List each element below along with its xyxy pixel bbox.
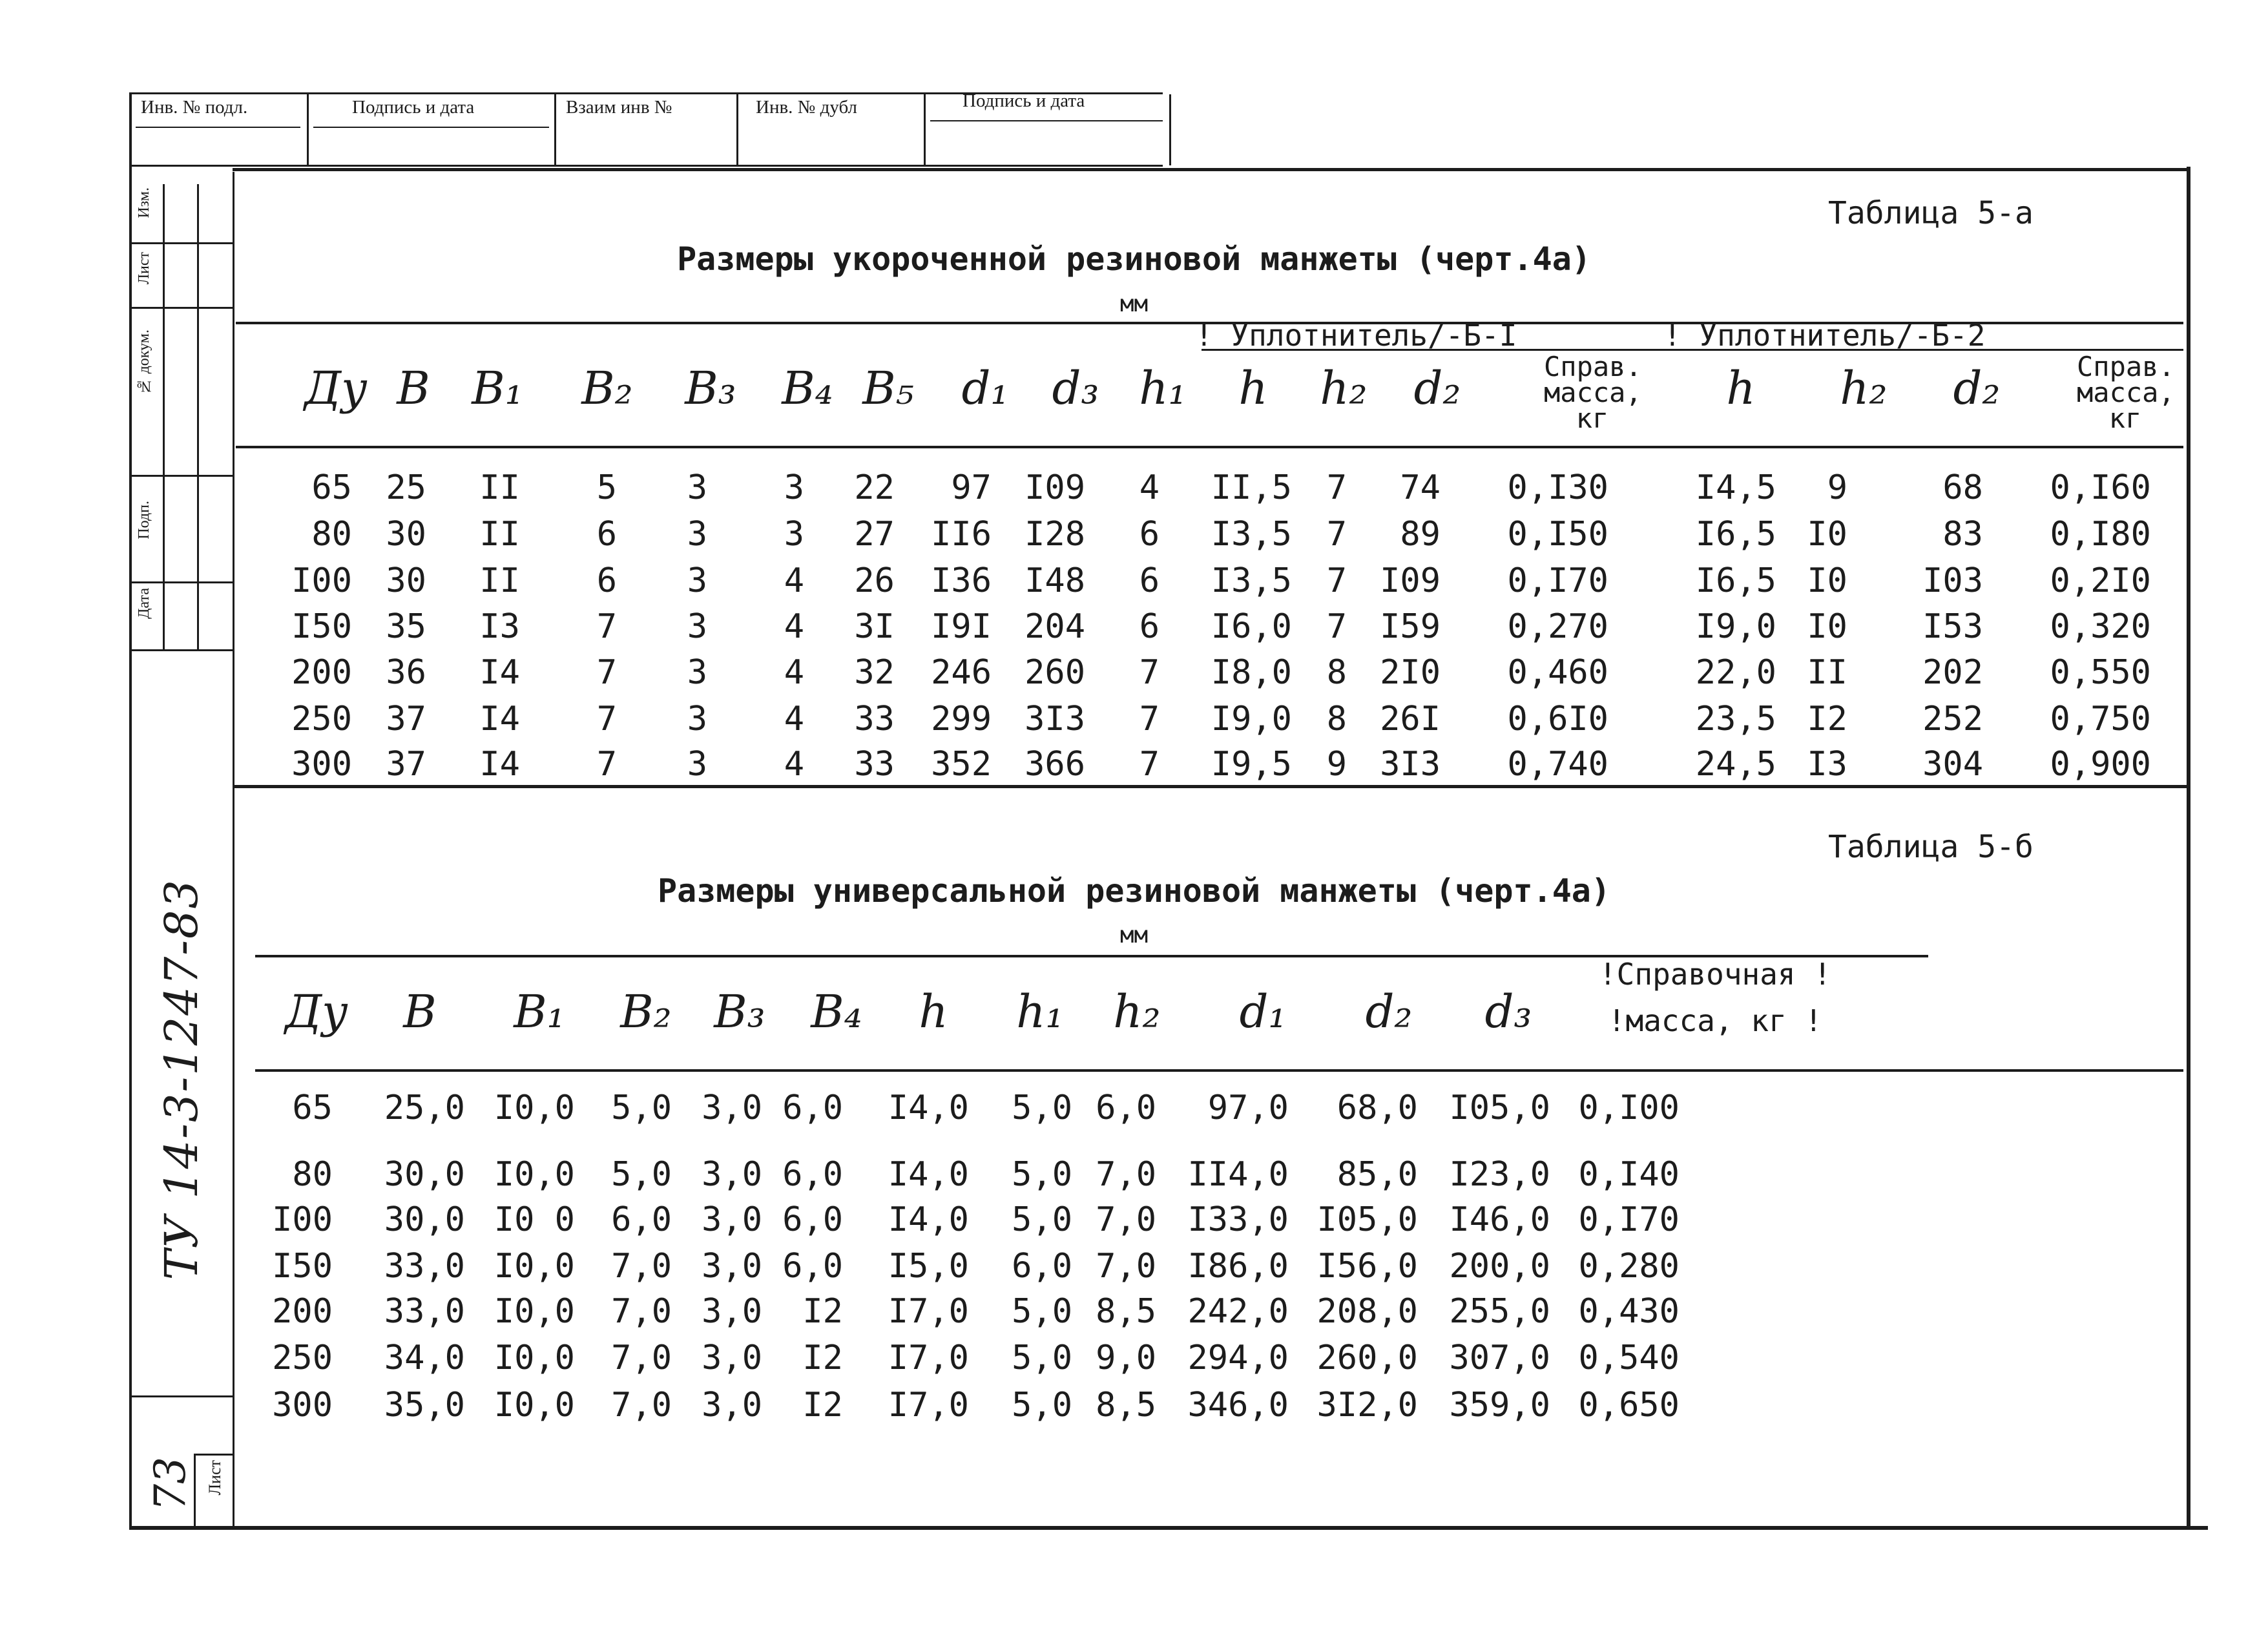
table-cell: 26I [1380, 700, 1441, 738]
stamp-podpis-data-2: Подпись и дата [962, 90, 1085, 111]
table-cell: 0,I50 [1507, 515, 1608, 554]
table-cell: 7,0 [1096, 1200, 1156, 1239]
table-cell: 9 [1827, 468, 1847, 507]
table-cell: 299 [931, 700, 992, 738]
table-cell: I3 [479, 607, 520, 646]
table-5b-units: мм [1119, 922, 1149, 948]
hdr-b-B: B [403, 985, 437, 1038]
table-cell: 3 [784, 468, 804, 507]
table-cell: I0,0 [494, 1339, 575, 1377]
table-cell: 0,I60 [2050, 468, 2151, 507]
hdr-Dy: Ду [304, 362, 368, 415]
table-cell: 7 [1326, 561, 1347, 600]
hdr-B: B [397, 362, 430, 415]
table-cell: 294,0 [1187, 1339, 1289, 1377]
table-cell: 37 [386, 745, 426, 784]
table-cell: 32 [854, 653, 895, 692]
sheet-box-top [132, 1395, 233, 1397]
table-5a-group1: ! Уплотнитель/-Б-I [1195, 318, 1517, 353]
table-cell: 3,0 [702, 1089, 762, 1127]
table-cell: I0,0 [494, 1155, 575, 1194]
table-cell: 6,0 [782, 1247, 843, 1286]
table-cell: 246 [931, 653, 992, 692]
table-cell: I8,0 [1211, 653, 1292, 692]
table-cell: 0,740 [1507, 745, 1608, 784]
table-cell: 30 [386, 515, 426, 554]
table-cell: II6 [931, 515, 992, 554]
table-cell: I05,0 [1449, 1089, 1550, 1127]
table-cell: 80 [311, 515, 352, 554]
table-5b-number: Таблица 5-б [1828, 829, 2034, 865]
table-cell: I9,0 [1695, 607, 1776, 646]
table-cell: I00 [272, 1200, 333, 1239]
table-cell: 0,I40 [1578, 1155, 1680, 1194]
table-cell: 3 [687, 561, 707, 600]
table-cell: I7,0 [888, 1339, 969, 1377]
table-cell: 3I3 [1380, 745, 1441, 784]
table-cell: 0,6I0 [1507, 700, 1608, 738]
table-cell: 3,0 [702, 1386, 762, 1425]
table-5a-header-bottom-line [236, 446, 2183, 448]
table-cell: 0,900 [2050, 745, 2151, 784]
table-cell: 36 [386, 653, 426, 692]
table-cell: 7 [1326, 468, 1347, 507]
frame-top-line [233, 168, 2190, 171]
table-cell: 300 [291, 745, 352, 784]
table-cell: 74 [1400, 468, 1441, 507]
table-cell: 68 [1942, 468, 1983, 507]
table-cell: 359,0 [1449, 1386, 1550, 1425]
table-cell: 6 [1139, 515, 1160, 554]
table-cell: 25,0 [384, 1089, 465, 1127]
table-cell: 3 [687, 468, 707, 507]
hdr-b-Dy: Ду [285, 985, 348, 1038]
table-cell: 3I [854, 607, 895, 646]
table-cell: 37 [386, 700, 426, 738]
table-5b-header-bottom-line [255, 1069, 2183, 1072]
stamp-underline [313, 127, 549, 128]
hdr-h: h [1238, 362, 1268, 415]
stamp-podpis-data-1: Подпись и дата [352, 97, 475, 118]
frame-bottom-line [129, 1526, 2208, 1530]
hdr-B2: B₂ [581, 362, 633, 415]
hdr-h-b2: h [1726, 362, 1756, 415]
table-cell: 0,270 [1507, 607, 1608, 646]
stamp-inv-dubl: Инв. № дубл [756, 97, 857, 118]
table-cell: 208,0 [1316, 1292, 1418, 1331]
table-cell: I09 [1025, 468, 1085, 507]
table-cell: I0,0 [494, 1247, 575, 1286]
table-cell: 34,0 [384, 1339, 465, 1377]
table-cell: 0,460 [1507, 653, 1608, 692]
table-cell: 0,I00 [1578, 1089, 1680, 1127]
table-cell: 4 [1139, 468, 1160, 507]
table-cell: I5,0 [888, 1247, 969, 1286]
table-cell: I0 [1807, 561, 1847, 600]
table-cell: 68,0 [1337, 1089, 1418, 1127]
table-cell: 352 [931, 745, 992, 784]
table-cell: 3 [687, 700, 707, 738]
table-cell: I03 [1922, 561, 1983, 600]
table-cell: 300 [272, 1386, 333, 1425]
table-cell: 0,550 [2050, 653, 2151, 692]
hdr-B3: B₃ [685, 362, 736, 415]
table-cell: 3,0 [702, 1247, 762, 1286]
hdr-d3: d₃ [1052, 362, 1099, 415]
table-cell: 242,0 [1187, 1292, 1289, 1331]
hdr-b-B1: B₁ [514, 985, 565, 1038]
table-cell: 0,I80 [2050, 515, 2151, 554]
table-cell: 3I3 [1025, 700, 1085, 738]
margin-podp: Подп. [136, 501, 152, 539]
table-cell: 7,0 [1096, 1155, 1156, 1194]
table-cell: I0,0 [494, 1089, 575, 1127]
table-cell: I53 [1922, 607, 1983, 646]
table-cell: I50 [291, 607, 352, 646]
table-cell: I0 [1807, 607, 1847, 646]
table-cell: 27 [854, 515, 895, 554]
table-cell: I6,5 [1695, 561, 1776, 600]
table-cell: 6,0 [611, 1200, 672, 1239]
table-cell: 6 [596, 561, 617, 600]
table-cell: I9I [931, 607, 992, 646]
table-cell: 3I2,0 [1316, 1386, 1418, 1425]
table-cell: 5,0 [1012, 1155, 1072, 1194]
table-cell: 260,0 [1316, 1339, 1418, 1377]
table-cell: 83 [1942, 515, 1983, 554]
table-cell: 8 [1326, 653, 1347, 692]
table-cell: 6 [1139, 607, 1160, 646]
margin-data: Дата [136, 588, 152, 619]
table-cell: 7 [1326, 607, 1347, 646]
table-cell: 200 [272, 1292, 333, 1331]
table-cell: 33,0 [384, 1292, 465, 1331]
table-cell: I05,0 [1316, 1200, 1418, 1239]
table-5a-number: Таблица 5-а [1828, 195, 2034, 231]
table-cell: 6,0 [1012, 1247, 1072, 1286]
table-cell: II [479, 561, 520, 600]
hdr-d2-b2: d₂ [1953, 362, 2001, 415]
table-cell: I3,5 [1211, 561, 1292, 600]
table-5a-group2: ! Уплотнитель/-Б-2 [1663, 318, 1986, 353]
document-code: ТУ 14-3-1247-83 [155, 879, 208, 1280]
table-cell: 5 [596, 468, 617, 507]
hdr-d1: d₁ [961, 362, 1009, 415]
hdr-b-h: h [919, 985, 948, 1038]
table-cell: 97,0 [1207, 1089, 1289, 1127]
table-cell: 22,0 [1695, 653, 1776, 692]
table-cell: 307,0 [1449, 1339, 1550, 1377]
table-cell: I0,0 [494, 1292, 575, 1331]
table-cell: 33,0 [384, 1247, 465, 1286]
stamp-bottom-line [129, 165, 1163, 167]
table-cell: I4 [479, 700, 520, 738]
table-cell: 26 [854, 561, 895, 600]
table-cell: 5,0 [1012, 1200, 1072, 1239]
sheet-number: 73 [145, 1457, 195, 1511]
table-cell: I86,0 [1187, 1247, 1289, 1286]
margin-row-line [132, 475, 233, 477]
hdr-b-d3: d₃ [1484, 985, 1532, 1038]
table-cell: I09 [1380, 561, 1441, 600]
hdr-b-B4: B₄ [811, 985, 862, 1038]
table-cell: 3 [687, 653, 707, 692]
hdr-b-h2: h₂ [1113, 985, 1161, 1038]
margin-list: Лист [136, 252, 152, 285]
stamp-inv-podl: Инв. № подл. [141, 97, 248, 118]
hdr-B1: B₁ [472, 362, 523, 415]
table-cell: 8,5 [1096, 1386, 1156, 1425]
table-cell: 7 [1139, 653, 1160, 692]
table-cell: 5,0 [1012, 1292, 1072, 1331]
table-cell: 80 [292, 1155, 333, 1194]
table-cell: I9,5 [1211, 745, 1292, 784]
table-cell: 4 [784, 745, 804, 784]
table-cell: 6,0 [782, 1200, 843, 1239]
table-cell: 6 [596, 515, 617, 554]
table-cell: I56,0 [1316, 1247, 1418, 1286]
table-cell: 200 [291, 653, 352, 692]
table-cell: 4 [784, 700, 804, 738]
table-cell: II [1807, 653, 1847, 692]
table-cell: 6,0 [1096, 1089, 1156, 1127]
hdr-sprav-massa-1: Справ. масса, кг [1544, 351, 1642, 434]
table-cell: 30,0 [384, 1200, 465, 1239]
table-cell: I2 [802, 1292, 843, 1331]
table-cell: I2 [802, 1339, 843, 1377]
table-cell: I7,0 [888, 1292, 969, 1331]
table-cell: I2 [1807, 700, 1847, 738]
table-cell: 9 [1326, 745, 1347, 784]
table-cell: I6,5 [1695, 515, 1776, 554]
table-cell: 33 [854, 745, 895, 784]
table-cell: I3,5 [1211, 515, 1292, 554]
table-cell: 35 [386, 607, 426, 646]
hdr-B5: B₅ [862, 362, 914, 415]
table-cell: 0,280 [1578, 1247, 1680, 1286]
table-cell: 7 [596, 653, 617, 692]
table-cell: I0 [1807, 515, 1847, 554]
stamp-divider [736, 94, 738, 165]
stamp-vzaim-inv: Взаим инв № [566, 97, 672, 118]
table-cell: I4 [479, 653, 520, 692]
table-cell: 255,0 [1449, 1292, 1550, 1331]
table-cell: 4 [784, 607, 804, 646]
table-cell: 33 [854, 700, 895, 738]
table-cell: 250 [291, 700, 352, 738]
table-cell: 3,0 [702, 1200, 762, 1239]
table-cell: 7 [1326, 515, 1347, 554]
table-cell: 7,0 [1096, 1247, 1156, 1286]
table-cell: II [479, 468, 520, 507]
stamp-divider [307, 94, 309, 165]
table-cell: 3 [687, 745, 707, 784]
hdr-b-d2: d₂ [1365, 985, 1413, 1038]
table-cell: 0,650 [1578, 1386, 1680, 1425]
frame-inner-left-line [233, 172, 234, 1527]
table-cell: 3,0 [702, 1339, 762, 1377]
hdr-h1: h₁ [1139, 362, 1187, 415]
hdr-b-B3: B₃ [714, 985, 765, 1038]
table-5a-units: мм [1119, 291, 1149, 317]
table-cell: 250 [272, 1339, 333, 1377]
table-cell: 5,0 [611, 1155, 672, 1194]
table-cell: 3 [687, 515, 707, 554]
hdr-b-sprav-massa: !Справочная ! !масса, кг ! [1598, 957, 1832, 1038]
table-cell: I3 [1807, 745, 1847, 784]
table-cell: 2I0 [1380, 653, 1441, 692]
table-cell: 0,I70 [1507, 561, 1608, 600]
hdr-b-h1: h₁ [1016, 985, 1064, 1038]
hdr-h2-b2: h₂ [1840, 362, 1888, 415]
sheet-label: Лист [205, 1460, 224, 1496]
table-cell: 202 [1922, 653, 1983, 692]
table-cell: I0 0 [494, 1200, 575, 1239]
hdr-B4: B₄ [782, 362, 833, 415]
hdr-sprav-massa-2: Справ. масса, кг [2077, 351, 2175, 434]
table-cell: 7 [596, 607, 617, 646]
table-cell: 35,0 [384, 1386, 465, 1425]
table-cell: 7,0 [611, 1292, 672, 1331]
table-cell: I7,0 [888, 1386, 969, 1425]
table-cell: 97 [951, 468, 992, 507]
table-cell: 7,0 [611, 1386, 672, 1425]
table-cell: I23,0 [1449, 1155, 1550, 1194]
table-cell: 0,I30 [1507, 468, 1608, 507]
table-cell: 304 [1922, 745, 1983, 784]
margin-row-line [132, 581, 233, 583]
table-cell: 65 [292, 1089, 333, 1127]
table-cell: 200,0 [1449, 1247, 1550, 1286]
table-cell: I48 [1025, 561, 1085, 600]
stamp-divider [1169, 94, 1171, 165]
table-cell: 9,0 [1096, 1339, 1156, 1377]
table-cell: 7 [1139, 745, 1160, 784]
table-cell: 24,5 [1695, 745, 1776, 784]
stamp-underline [136, 127, 300, 128]
table-cell: 65 [311, 468, 352, 507]
table-cell: II [479, 515, 520, 554]
table-5a-title: Размеры укороченной резиновой манжеты (черт.4а) [677, 240, 1591, 278]
table-cell: 5,0 [1012, 1089, 1072, 1127]
hdr-b-d1: d₁ [1239, 985, 1287, 1038]
table-cell: I28 [1025, 515, 1085, 554]
table-cell: I59 [1380, 607, 1441, 646]
table-cell: 0,540 [1578, 1339, 1680, 1377]
table-cell: 4 [784, 653, 804, 692]
table-cell: 22 [854, 468, 895, 507]
table-cell: I6,0 [1211, 607, 1292, 646]
table-cell: I4,0 [888, 1155, 969, 1194]
table-cell: 8,5 [1096, 1292, 1156, 1331]
table-cell: I0,0 [494, 1386, 575, 1425]
table-cell: 7 [596, 745, 617, 784]
table-cell: I50 [272, 1247, 333, 1286]
table-cell: 3,0 [702, 1155, 762, 1194]
table-cell: 7 [1139, 700, 1160, 738]
margin-izm: Изм. [136, 187, 152, 218]
stamp-underline [930, 120, 1163, 121]
table-cell: I36 [931, 561, 992, 600]
hdr-b-B2: B₂ [620, 985, 672, 1038]
hdr-h2: h₂ [1320, 362, 1368, 415]
hdr-d2: d₂ [1413, 362, 1461, 415]
table-cell: I2 [802, 1386, 843, 1425]
table-cell: 346,0 [1187, 1386, 1289, 1425]
frame-right-line [2187, 167, 2190, 1529]
table-cell: I4,0 [888, 1200, 969, 1239]
table-cell: 85,0 [1337, 1155, 1418, 1194]
stamp-divider [924, 94, 926, 165]
table-cell: 5,0 [1012, 1339, 1072, 1377]
table-5b-title: Размеры универсальной резиновой манжеты (черт.4а) [657, 872, 1611, 910]
table-cell: I9,0 [1211, 700, 1292, 738]
table-cell: 5,0 [1012, 1386, 1072, 1425]
table-cell: 0,2I0 [2050, 561, 2151, 600]
table-cell: 30,0 [384, 1155, 465, 1194]
table-cell: I4 [479, 745, 520, 784]
table-cell: 6,0 [782, 1155, 843, 1194]
table-cell: 6 [1139, 561, 1160, 600]
table-cell: 89 [1400, 515, 1441, 554]
table-cell: 252 [1922, 700, 1983, 738]
table-cell: 5,0 [611, 1089, 672, 1127]
table-cell: 0,430 [1578, 1292, 1680, 1331]
table-cell: 3 [687, 607, 707, 646]
table-cell: 7,0 [611, 1339, 672, 1377]
table-cell: 366 [1025, 745, 1085, 784]
table-cell: 25 [386, 468, 426, 507]
table-cell: 6,0 [782, 1089, 843, 1127]
table-cell: 8 [1326, 700, 1347, 738]
stamp-divider [554, 94, 556, 165]
table-cell: 260 [1025, 653, 1085, 692]
table-cell: II4,0 [1187, 1155, 1289, 1194]
table-cell: I4,5 [1695, 468, 1776, 507]
table-cell: 0,750 [2050, 700, 2151, 738]
table-cell: I46,0 [1449, 1200, 1550, 1239]
tables-separator [233, 785, 2190, 788]
table-cell: 7 [596, 700, 617, 738]
margin-row-line [132, 649, 233, 651]
table-cell: I4,0 [888, 1089, 969, 1127]
table-cell: 23,5 [1695, 700, 1776, 738]
table-cell: I33,0 [1187, 1200, 1289, 1239]
margin-n-dokum: № докум. [136, 329, 152, 395]
table-cell: 4 [784, 561, 804, 600]
table-cell: II,5 [1211, 468, 1292, 507]
table-cell: I00 [291, 561, 352, 600]
table-cell: 0,320 [2050, 607, 2151, 646]
table-cell: 30 [386, 561, 426, 600]
table-cell: 3,0 [702, 1292, 762, 1331]
table-cell: 7,0 [611, 1247, 672, 1286]
table-cell: 0,I70 [1578, 1200, 1680, 1239]
table-cell: 3 [784, 515, 804, 554]
table-cell: 204 [1025, 607, 1085, 646]
sheet-box-mid [194, 1454, 233, 1456]
